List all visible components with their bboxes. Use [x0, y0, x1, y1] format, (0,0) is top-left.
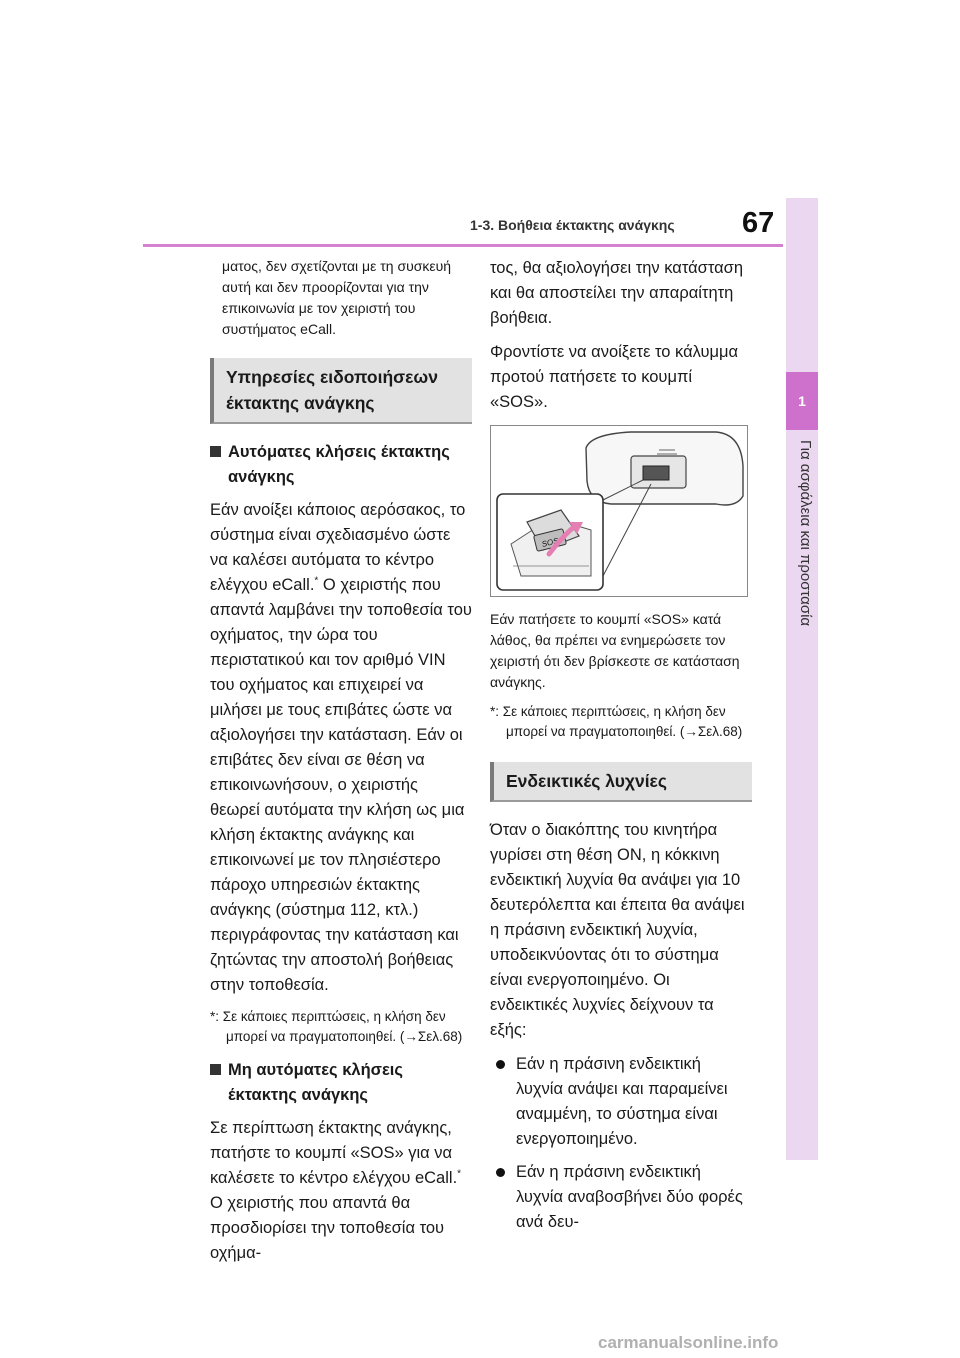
right-column	[490, 256, 752, 1243]
list-item	[490, 1160, 752, 1235]
manual-calls-paragraph	[210, 1116, 472, 1266]
header-section-title: 1-3. Βοήθεια έκτακτης ανάγκης	[470, 217, 675, 233]
subheading-auto-calls-text: Αυτόματες κλήσεις έκτακτης ανάγκης	[228, 443, 450, 486]
figure-caption: Εάν πατήσετε το κουμπί «SOS» κατά λάθος, θα πρέπει να ενημερώσετε τον χειριστή ότι δεν βρίσκεστε σε κατάσταση ανάγκης.	[490, 611, 740, 690]
section-heading-indicator-lights: Ενδεικτικές λυχνίες	[490, 762, 752, 802]
console-button-area	[643, 466, 669, 480]
left-column	[210, 256, 472, 1275]
list-item	[490, 1052, 752, 1152]
subheading-manual-calls-text: Μη αυτόματες κλήσεις έκτακτης ανάγκης	[228, 1061, 403, 1104]
continuation-paragraph: τος, θα αξιολογήσει την κατάσταση και θα αποστείλει την απαραίτητη βοήθεια.	[490, 259, 744, 327]
auto-calls-paragraph	[210, 498, 472, 998]
footnote-marker: *	[457, 1168, 462, 1180]
manual-calls-text-1: Σε περίπτωση έκτακτης ανάγκης, πατήστε το κουμπί «SOS» για να καλέσετε το κέντρο ελέγχου eCall.	[210, 1119, 458, 1187]
bullet-dot-icon	[496, 1060, 505, 1069]
bullet-text: Εάν η πράσινη ενδεικτική λυχνία αναβοσβήνει δύο φορές ανά δευ-	[516, 1163, 743, 1231]
square-bullet-icon	[210, 1064, 221, 1075]
bullet-text: Εάν η πράσινη ενδεικτική λυχνία ανάψει και παραμείνει αναμμένη, το σύστημα είναι ενεργοποιημένο.	[516, 1055, 728, 1148]
sos-button-label: SOS	[540, 536, 560, 549]
footnote-marker: *	[314, 575, 319, 587]
auto-calls-footnote: *: Σε κάποιες περιπτώσεις, η κλήση δεν μπορεί να πραγματοποιηθεί. (→Σελ.68)	[210, 1009, 463, 1044]
sos-button-illustration	[490, 425, 748, 597]
page-number: 67	[742, 207, 775, 239]
cover-paragraph: Φροντίστε να ανοίξετε το κάλυμμα προτού πατήσετε το κουμπί «SOS».	[490, 343, 739, 411]
side-tab-top	[786, 198, 818, 372]
auto-calls-text-2: Ο χειριστής που απαντά λαμβάνει την τοποθεσία του οχήματος, την ώρα του περιστατικού και τον αριθμό VIN του οχήματος και επιχειρεί να μιλήσει με τους επιβάτες ώστε να αξιολογήσει την κατάσταση. Εάν οι επιβάτες δεν είναι σε θέση να επικοινωνήσουν, ο χειριστής θεωρεί αυτόματα την κλήση ως μια κλήση έκτακτης ανάγκης και επικοινωνεί με τον πλησιέστερο πάροχο υπηρεσιών έκτακτης ανάγκης (σύστημα 112, κτλ.) περιγράφοντας την κατάσταση και ζητώντας την αποστολή βοήθειας στην τοποθεσία.	[210, 576, 472, 994]
intro-paragraph: ματος, δεν σχετίζονται με τη συσκευή αυτή και δεν προορίζονται για την επικοινωνία με τον χειριστή του συστήματος eCall.	[222, 258, 452, 337]
chapter-number-tab: 1	[786, 372, 818, 430]
indicator-paragraph: Όταν ο διακόπτης του κινητήρα γυρίσει στη θέση ON, η κόκκινη ενδεικτική λυχνία θα ανάψει για 10 δευτερόλεπτα και έπειτα θα ανάψει η πράσινη ενδεικτική λυχνία, υποδεικνύοντας ότι το σύστημα είναι ενεργοποιημένο. Οι ενδεικτικές λυχνίες δείχνουν τα εξής:	[490, 821, 745, 1039]
bullet-dot-icon	[496, 1168, 505, 1177]
subheading-auto-calls	[210, 440, 472, 490]
auto-calls-text-1: Εάν ανοίξει κάποιος αερόσακος, το σύστημα είναι σχεδιασμένο ώστε να καλέσει αυτόματα το κέντρο ελέγχου eCall.	[210, 501, 466, 594]
subheading-manual-calls	[210, 1058, 472, 1108]
sos-illustration-svg	[491, 426, 747, 596]
chapter-title-tab: Για ασφάλεια και προστασία	[797, 440, 814, 627]
header-divider	[143, 244, 783, 247]
watermark: carmanualsonline.info	[598, 1333, 779, 1352]
square-bullet-icon	[210, 446, 221, 457]
manual-calls-text-2: Ο χειριστής που απαντά θα προσδιορίσει την τοποθεσία του οχήμα-	[210, 1194, 445, 1262]
section-heading-emergency-services: Υπηρεσίες ειδοποιήσεων έκτακτης ανάγκης	[210, 358, 472, 424]
right-footnote: *: Σε κάποιες περιπτώσεις, η κλήση δεν μπορεί να πραγματοποιηθεί. (→Σελ.68)	[490, 704, 743, 739]
